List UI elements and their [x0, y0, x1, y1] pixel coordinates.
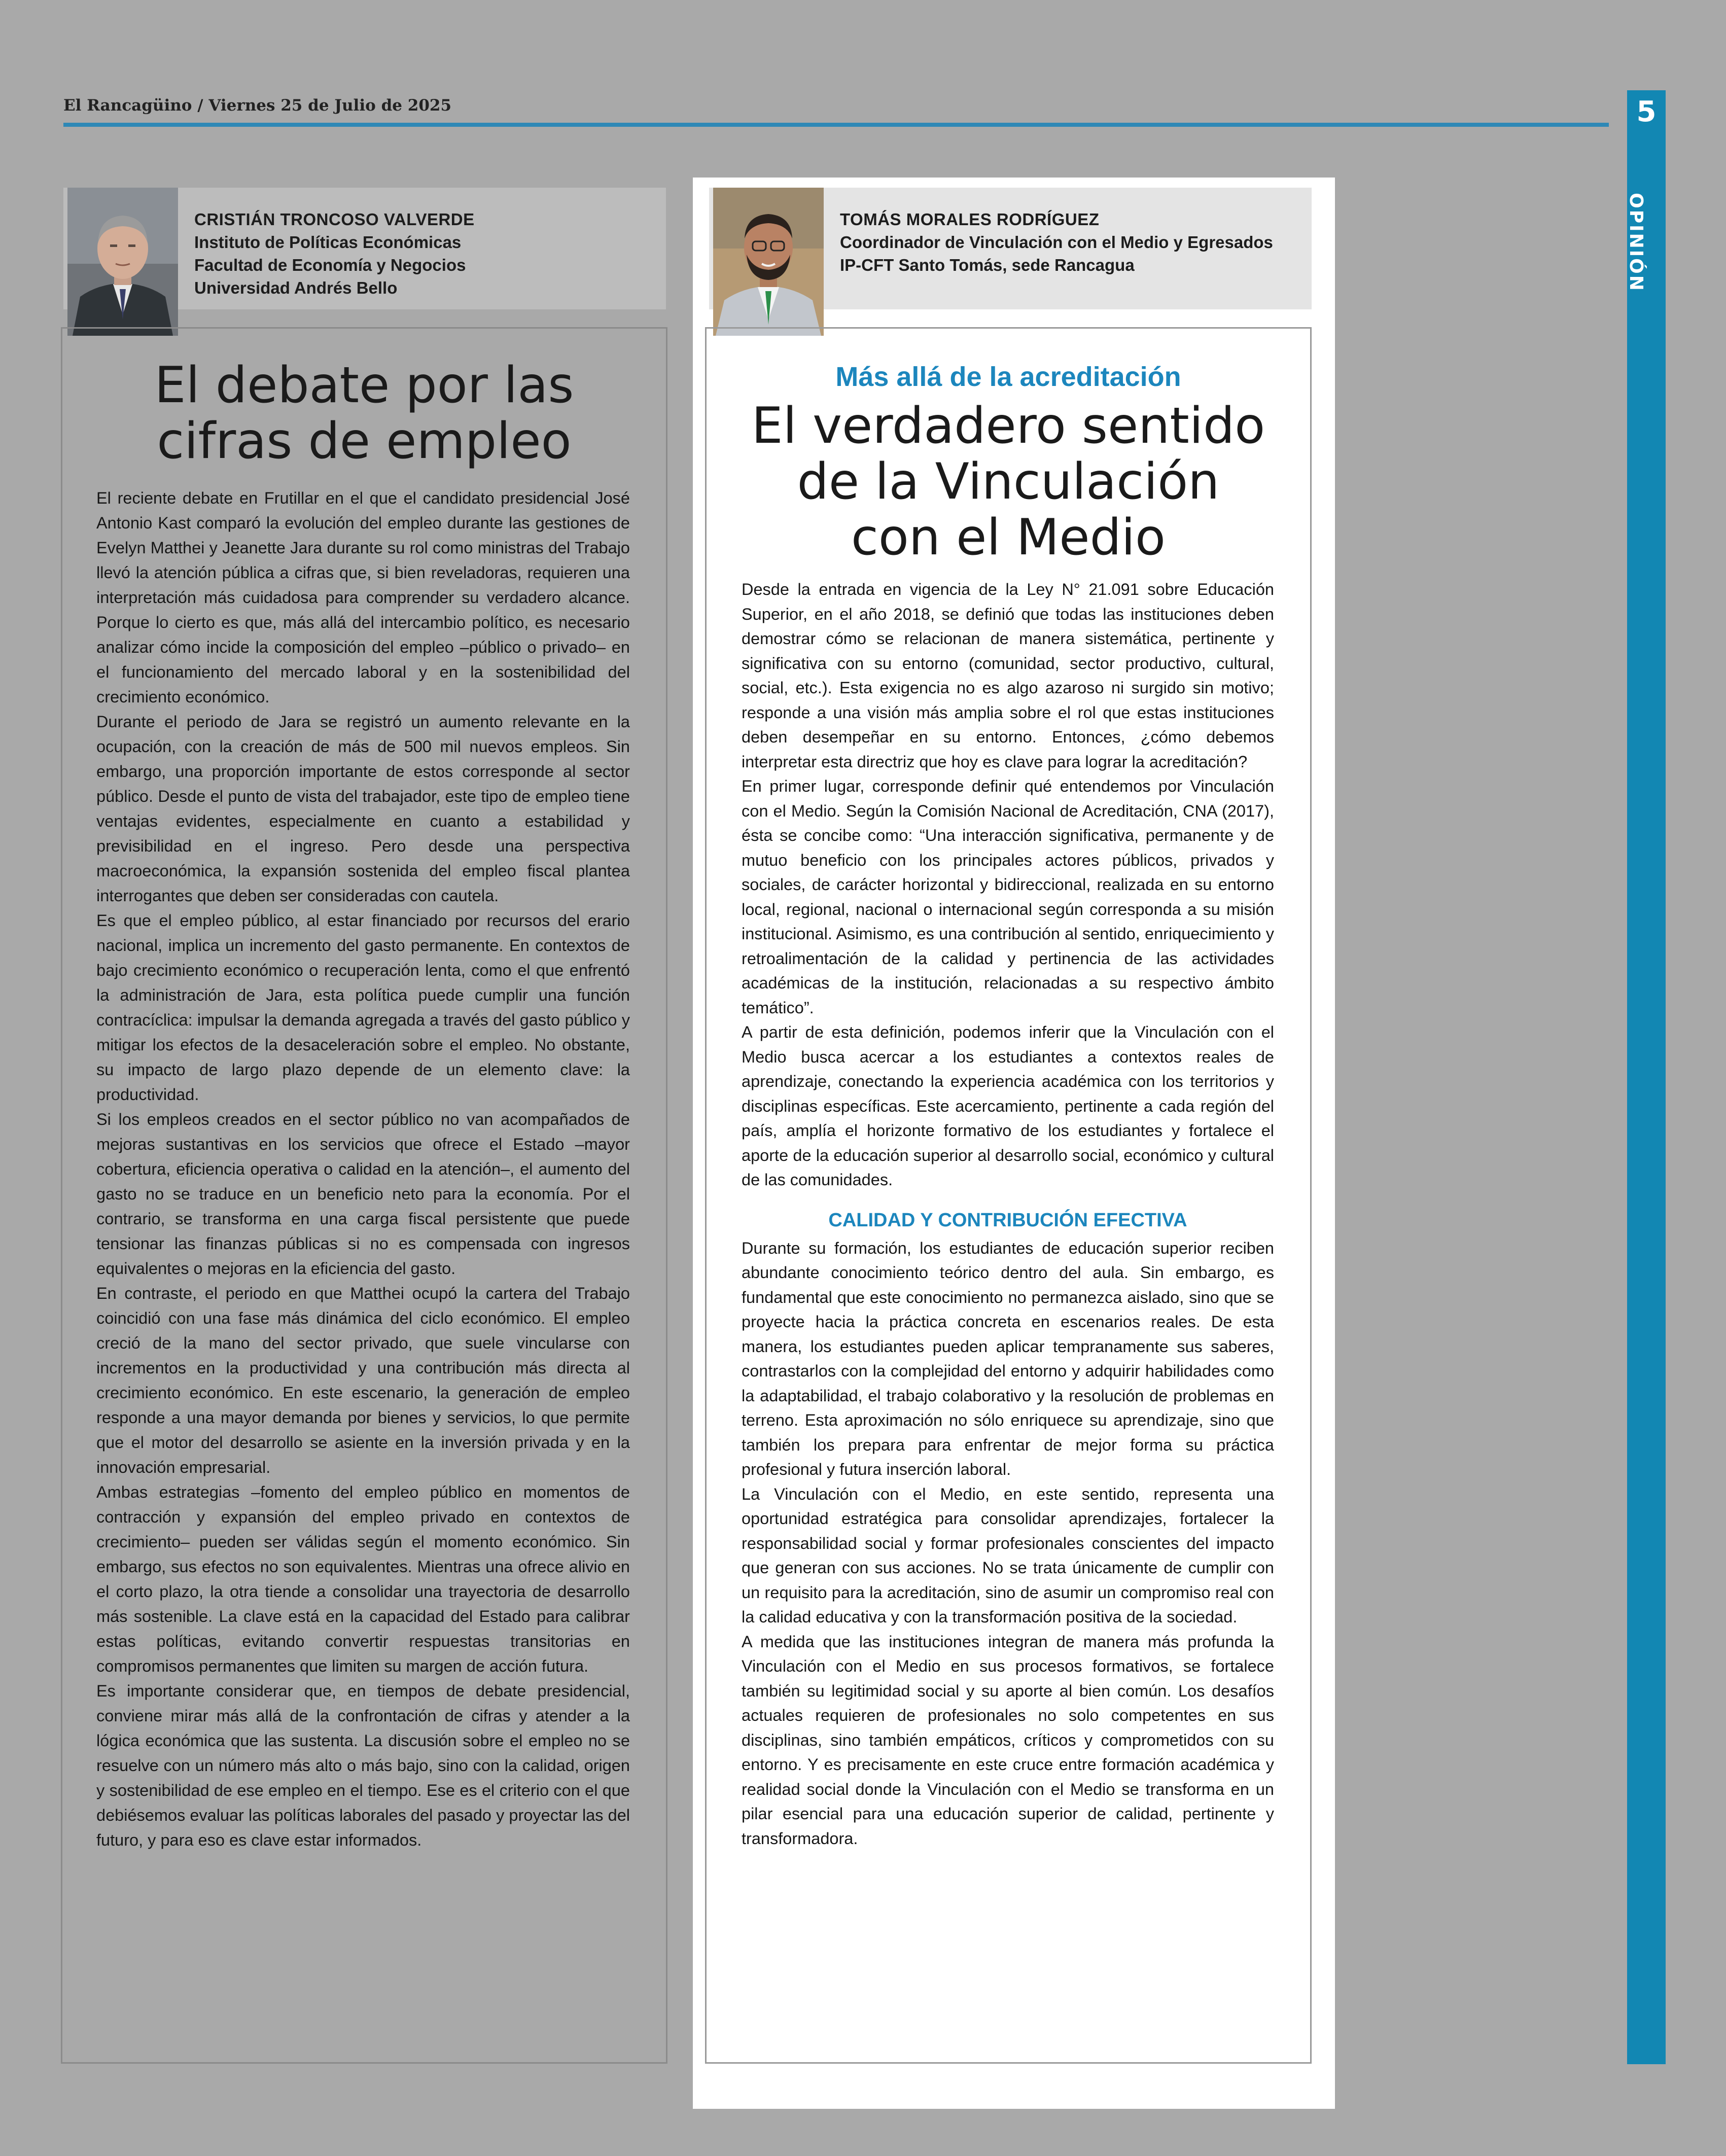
author-affiliation: Coordinador de Vinculación con el Medio y Egresados [840, 233, 1273, 252]
paragraph: Durante su formación, los estudiantes de educación superior reciben abundante conocimiento teórico dentro del aula. Sin embargo, es fundamental que este conocimiento no permanezca aislado, sino que se proyecte hacia la práctica concreta en escenarios reales. De esta manera, los estudiantes pueden aplicar tempranamente sus saberes, contrastarlos con la complejidad del entorno y adquirir habilidades como la adaptabilidad, el trabajo colaborativo y la resolución de problemas en terreno. Esta aproximación no sólo enriquece su aprendizaje, sino que también los prepara para enfrentar de mejor forma su práctica profesional y futura inserción laboral. [742, 1239, 1274, 1478]
title-line: con el Medio [851, 509, 1166, 567]
author-box-right [709, 188, 1312, 309]
paragraph: A medida que las instituciones integran de manera más profunda la Vinculación con el Medio en sus procesos formativos, se fortalece también su legitimidad social y su aporte al bien común. Los desafíos actuales requieren de profesionales no solo competentes en sus disciplinas, sino también empáticos, críticos y comprometidos con su entorno. Y es precisamente en este cruce entre formación académica y realidad social donde la Vinculación con el Medio se transforma en un pilar esencial para una educación superior de calidad, pertinente y transformadora. [742, 1632, 1274, 1848]
title-line: cifras de empleo [157, 412, 572, 470]
paragraph: A partir de esta definición, podemos inferir que la Vinculación con el Medio busca acercar a los estudiantes a contextos reales de aprendizaje, conectando la experiencia académica con los territorios y disciplinas específicas. Este acercamiento, pertinente a cada región del país, amplía el horizonte formativo de los estudiantes y fortalece el aporte de la educación superior al desarrollo social, económico y cultural de las comunidades. [742, 1023, 1274, 1189]
author-photo-troncoso [67, 188, 178, 336]
paragraph: La Vinculación con el Medio, en este sentido, representa una oportunidad estratégica para consolidar aprendizajes, fortalecer la responsabilidad social y formar profesionales conscientes del impacto que generan con sus acciones. No se trata únicamente de cumplir con un requisito para la acreditación, sino de asumir un compromiso real con la calidad educativa y con la transformación positiva de la sociedad. [742, 1485, 1274, 1626]
author-box-left [63, 188, 666, 309]
paragraph: Durante el periodo de Jara se registró un aumento relevante en la ocupación, con la creación de más de 500 mil nuevos empleos. Sin embargo, una proporción importante de estos corresponde al sector público. Desde el punto de vista del trabajador, este tipo de empleo tiene ventajas evidentes, especialmente en cuanto a estabilidad y previsibilidad en el ingreso. Pero desde una perspectiva macroeconómica, la expansión sostenida del empleo fiscal plantea interrogantes que deben ser consideradas con cautela. [96, 713, 630, 905]
article-subhead: CALIDAD Y CONTRIBUCIÓN EFECTIVA [828, 1209, 1187, 1231]
article-kicker: Más allá de la acreditación [835, 362, 1181, 392]
author-credit-right [840, 208, 1273, 276]
author-affiliation: Universidad Andrés Bello [194, 278, 398, 297]
author-affiliation: IP-CFT Santo Tomás, sede Rancagua [840, 256, 1135, 274]
title-line: El verdadero sentido [751, 397, 1265, 455]
article-title-left [71, 358, 657, 469]
section-tab [1627, 90, 1666, 2064]
article-body-right [742, 577, 1274, 1851]
paragraph: Desde la entrada en vigencia de la Ley N° 21.091 sobre Educación Superior, en el año 2018, se definió que todas las instituciones deben demostrar cómo se relacionan de manera sistemática, pertinente y significativa con su entorno (comunidad, sector productivo, cultural, social, etc.). Esta exigencia no es algo azaroso ni surgido sin motivo; responde a una visión más amplia sobre el rol que estas instituciones deben desempeñar en su entorno. Entonces, ¿cómo debemos interpretar esta directriz que hoy es clave para lograr la acreditación? [742, 580, 1274, 771]
author-affiliation: Facultad de Economía y Negocios [194, 256, 466, 274]
masthead: El Rancagüino / Viernes 25 de Julio de 2025 [63, 96, 452, 115]
author-credit-left [194, 208, 475, 299]
paragraph: Es importante considerar que, en tiempos de debate presidencial, conviene mirar más allá de la confrontación de cifras y atender a la lógica económica que las sustenta. La discusión sobre el empleo no se resuelve con un número más alto o más bajo, sino con la calidad, origen y sostenibilidad de ese empleo en el tiempo. Ese es el criterio con el que debiésemos evaluar las políticas laborales del pasado y proyectar las del futuro, y para eso es clave estar informados. [96, 1682, 630, 1849]
page-number: 5 [1636, 95, 1657, 128]
paragraph: Ambas estrategias –fomento del empleo público en momentos de contracción y expansión del empleo privado en contextos de crecimiento– pueden ser válidas según el momento económico. Sin embargo, sus efectos no son equivalentes. Mientras una ofrece alivio en el corto plazo, la otra tiende a consolidar una trayectoria de desarrollo más sostenible. La clave está en la capacidad del Estado para calibrar estas políticas, evitando convertir respuestas transitorias en compromisos permanentes que limiten su margen de acción futura. [96, 1483, 630, 1675]
article-title-right [715, 398, 1301, 565]
paragraph: En contraste, el periodo en que Matthei ocupó la cartera del Trabajo coincidió con una fase más dinámica del ciclo económico. El empleo creció de la mano del sector privado, que suele vincularse con incrementos en la productividad y una contribución más directa al crecimiento económico. En este escenario, la generación de empleo responde a una mayor demanda por bienes y servicios, lo que permite que el motor del desarrollo se asiente en la inversión privada y en la innovación empresarial. [96, 1284, 630, 1476]
title-line: El debate por las [154, 357, 574, 414]
title-line: de la Vinculación [797, 453, 1220, 511]
article-body-left [96, 486, 630, 1853]
paragraph: El reciente debate en Frutillar en el que el candidato presidencial José Antonio Kast comparó la evolución del empleo durante las gestiones de Evelyn Matthei y Jeanette Jara durante su rol como ministras del Trabajo llevó la atención pública a cifras que, si bien reveladoras, requieren una interpretación más cuidadosa para comprender su verdadero alcance. Porque lo cierto es que, más allá del intercambio político, es necesario analizar cómo incide la composición del empleo –público o privado– en el funcionamiento del mercado laboral y en la sostenibilidad del crecimiento económico. [96, 489, 630, 706]
paragraph: Si los empleos creados en el sector público no van acompañados de mejoras sustantivas en los servicios que ofrece el Estado –mayor cobertura, eficiencia operativa o calidad en la atención–, el aumento del gasto no se traduce en un beneficio neto para la economía. Por el contrario, se transforma en una carga fiscal persistente que puede tensionar las finanzas públicas si no es compensada con ingresos equivalentes o mejoras en la eficiencia del gasto. [96, 1110, 630, 1278]
author-photo-morales [713, 188, 824, 336]
section-label: OPINIÓN [1626, 193, 1646, 292]
author-name: CRISTIÁN TRONCOSO VALVERDE [194, 210, 475, 229]
author-name: TOMÁS MORALES RODRÍGUEZ [840, 210, 1100, 229]
paragraph: En primer lugar, corresponde definir qué entendemos por Vinculación con el Medio. Según la Comisión Nacional de Acreditación, CNA (2017), ésta se concibe como: “Una interacción significativa, permanente y de mutuo beneficio con los principales actores públicos, privados y sociales, de carácter horizontal y bidireccional, realizada en su entorno local, regional, nacional o internacional según corresponda a su misión institucional. Asimismo, es una contribución al sentido, enriquecimiento y retroalimentación de la calidad y pertinencia de las actividades académicas de la institución, relacionadas a su respectivo ámbito temático”. [742, 777, 1274, 1017]
paragraph: Es que el empleo público, al estar financiado por recursos del erario nacional, implica un incremento del gasto permanente. En contextos de bajo crecimiento económico o recuperación lenta, como el que enfrentó la administración de Jara, esta política puede cumplir una función contracíclica: impulsar la demanda agregada a través del gasto público y mitigar los efectos de la desaceleración sobre el empleo. No obstante, su impacto de largo plazo depende de un elemento clave: la productividad. [96, 911, 630, 1104]
author-affiliation: Instituto de Políticas Económicas [194, 233, 462, 252]
masthead-rule [63, 123, 1609, 127]
